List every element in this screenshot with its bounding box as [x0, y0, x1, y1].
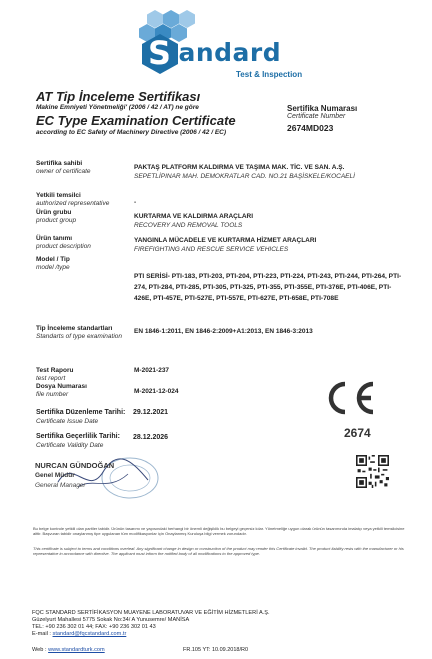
- footer-company: FQC STANDARD SERTİFİKASYON MUAYENE LABORATUVAR VE EĞİTİM HİZMETLERİ A.Ş.: [32, 610, 270, 616]
- validity-value: 28.12.2026: [133, 434, 169, 441]
- form-number: FR.105 YT: 10.09.2018/R0: [183, 647, 249, 653]
- title-turkish: AT Tip İnceleme Sertifikası: [36, 89, 201, 104]
- issue-label: Sertifika Düzenleme Tarihi:: [36, 409, 126, 416]
- subtitle-english: according to EC Safety of Machinery Directive (2006 / 42 / EC): [36, 129, 227, 136]
- model-label-en: model /type: [36, 264, 70, 271]
- validity-label: Sertifika Geçerlilik Tarihi:: [36, 433, 120, 440]
- report-label: Test Raporu: [36, 367, 74, 374]
- desc-value: YANGINLA MÜCADELE VE KURTARMA HİZMET ARAÇLARI: [134, 237, 317, 244]
- logo-subtitle: Test & Inspection: [236, 70, 303, 79]
- validity-label-en: Certificate Validity Date: [36, 442, 104, 449]
- signatory-title-en: General Manager: [35, 482, 86, 489]
- title-english: EC Type Examination Certificate: [36, 113, 236, 128]
- qr-code-icon[interactable]: [356, 455, 389, 488]
- model-label: Model / Tip: [36, 256, 70, 263]
- logo-wordmark: tandard: [166, 38, 282, 67]
- cert-number: 2674MD023: [287, 123, 334, 133]
- owner-label: Sertifika sahibi: [36, 160, 83, 167]
- legal-text-turkish: Bu belge kontrole yetkili olan partiler tabidir. Ürünün tasarımı ve yapısındaki herhangi bir önemli değişiklik bu belgeyi geçersiz kılar. Yönetmeliğe uygun olarak ürünün tasarımında imalatçı veya yetkili temsilcisine aittir. Başvuran tabidir onaylanmış tipe uygulanan tüm modifikasyonlar için Onaylanmış Kuruluşa bilgi vermek zorundadır.: [33, 526, 405, 537]
- footer-phone: TEL: +90 236 302 01 44; FAX: +90 236 302 01 43: [32, 624, 156, 630]
- group-label-en: product group: [36, 217, 77, 224]
- footer-web-row: [32, 647, 105, 654]
- footer-email-link[interactable]: standard@fqcstandard.com.tr: [52, 631, 127, 637]
- group-label: Ürün grubu: [36, 209, 72, 216]
- standards-label-en: Standarts of type examination: [36, 333, 122, 340]
- standards-value: EN 1846-1:2011, EN 1846-2:2009+A1:2013, EN 1846-3:2013: [134, 328, 313, 335]
- owner-name: PAKTAŞ PLATFORM KALDIRMA VE TAŞIMA MAK. TİC. VE SAN. A.Ş.: [134, 164, 345, 171]
- desc-label: Ürün tanımı: [36, 235, 73, 242]
- report-value: M-2021-237: [134, 367, 170, 374]
- footer-web-label: Web :: [32, 647, 47, 653]
- legal-text-english: This certificate is subject to terms and conditions overleaf. Any significant change in design or construction of the product may render this Certificate invalid. The product liability rests with the manufacturer or his representative in accordance with directive. The applicant must inform the notified body of all modifications to the approved type.: [33, 546, 404, 557]
- group-value-en: RECOVERY AND REMOVAL TOOLS: [134, 222, 243, 229]
- notified-body-number: 2674: [344, 426, 371, 440]
- footer-address: Güzelyurt Mahallesi 5775 Sokak No:34/ A Yunusemre/ MANİSA: [32, 617, 190, 623]
- logo-initial: S: [148, 34, 172, 72]
- desc-value-en: FIREFIGHTING AND RESCUE SERVICE VEHICLES: [134, 246, 289, 253]
- footer-web-link[interactable]: www.standardturk.com: [48, 647, 105, 653]
- file-label: Dosya Numarası: [36, 383, 87, 390]
- subtitle-turkish: Makine Emniyeti Yönetmeliği' (2006 / 42 / AT) ne göre: [36, 104, 199, 111]
- owner-address: SEPETLİPINAR MAH. DEMOKRATLAR CAD. NO.21 BAŞİSKELE/KOCAELİ: [134, 173, 355, 180]
- ce-mark-icon: [318, 378, 380, 418]
- owner-label-en: owner of certificate: [36, 168, 91, 175]
- company-logo: [128, 4, 313, 84]
- footer-email-label: E-mail :: [32, 631, 51, 637]
- group-value: KURTARMA VE KALDIRMA ARAÇLARI: [134, 213, 254, 220]
- rep-label: Yetkili temsilci: [36, 192, 81, 199]
- signatory-title: Genel Müdür: [35, 472, 75, 479]
- file-value: M-2021-12-024: [134, 388, 179, 395]
- rep-value: -: [134, 199, 137, 206]
- rep-label-en: authorized representative: [36, 200, 110, 207]
- footer-email-row: [32, 631, 126, 638]
- model-list: PTI SERİSİ- PTI-183, PTI-203, PTI-204, PTI-223, PTI-224, PTI-243, PTI-244, PTI-264, PTI-274, PTI-284, PTI-285, PTI-305, PTI-325, PTI-355, PTI-355E, PTI-376E, PTI-406E, PTI-426E, PTI-457E, PTI-527E, PTI-557E, PTI-627E, PTI-658E, PTI-708E: [134, 273, 402, 302]
- signatory-name: NURCAN GÜNDOĞAN: [35, 461, 115, 470]
- desc-label-en: product description: [36, 243, 91, 250]
- cert-number-label: Sertifika Numarası: [287, 104, 358, 113]
- issue-label-en: Certificate Issue Date: [36, 418, 99, 425]
- issue-value: 29.12.2021: [133, 409, 169, 416]
- file-label-en: file number: [36, 391, 69, 398]
- cert-number-label-en: Certificate Number: [287, 113, 346, 120]
- report-label-en: test report: [36, 375, 66, 382]
- standards-label: Tip İnceleme standartları: [36, 325, 113, 332]
